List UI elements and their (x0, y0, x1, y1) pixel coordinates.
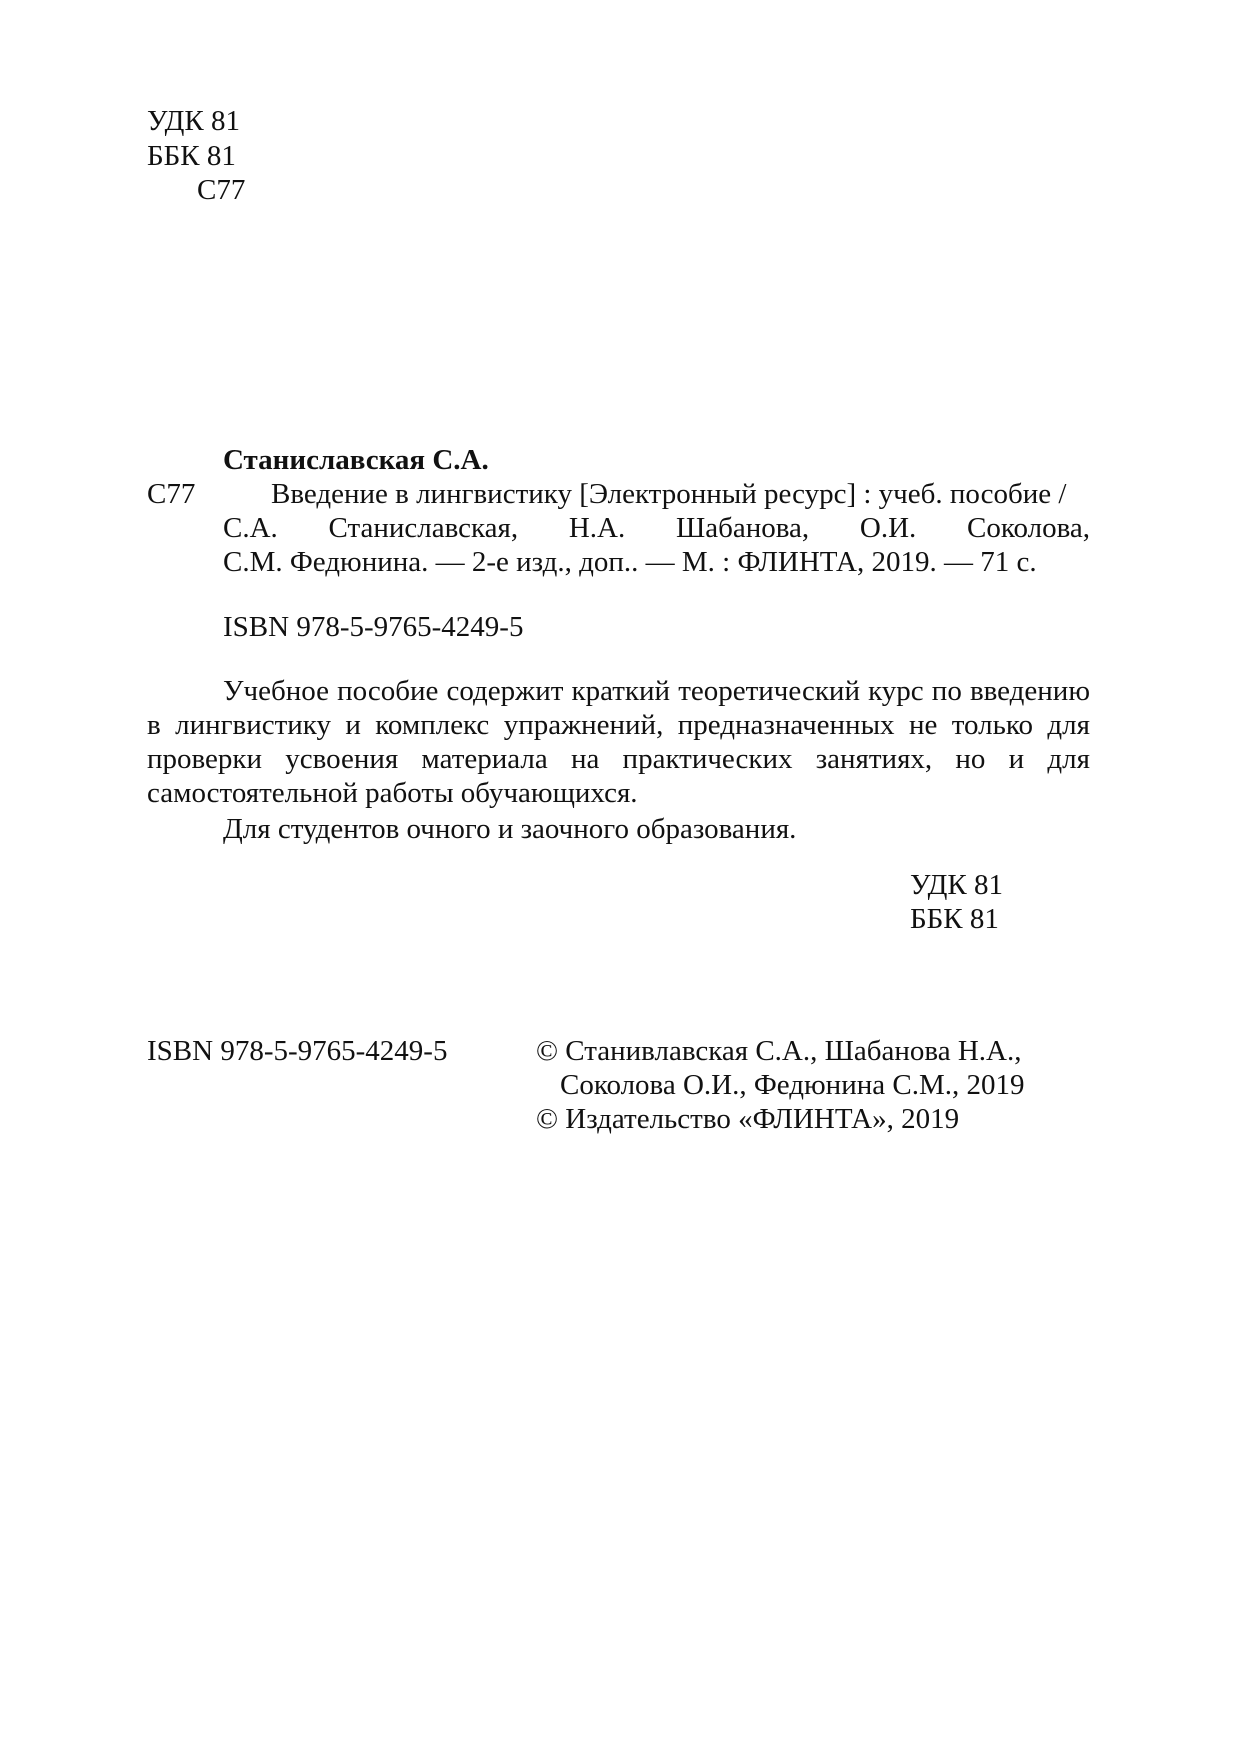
annotation-word: для (1047, 709, 1090, 741)
bib-word: О.И. (859, 512, 917, 544)
annotation-word: пособие (337, 675, 439, 707)
isbn-footer: ISBN 978-5-9765-4249-5 (147, 1035, 448, 1067)
annotation-word: комплекс (375, 709, 490, 741)
annotation-line-2 (147, 708, 1090, 742)
bib-word: С.А. (223, 512, 278, 544)
annotation-word: курс (868, 675, 924, 707)
annotation-word: по (931, 675, 962, 707)
annotation-line-3 (147, 742, 1090, 776)
annotation-word: Учебное (223, 675, 329, 707)
copyright-authors-line-2: Соколова О.И., Федюнина С.М., 2019 (560, 1069, 1025, 1101)
annotation-word: и (1008, 743, 1025, 775)
copyright-publisher: © Издательство «ФЛИНТА», 2019 (536, 1103, 960, 1135)
annotation-word: краткий (571, 675, 671, 707)
annotation-word: и (345, 709, 361, 741)
annotation-word: для (1047, 743, 1090, 775)
author-mark-top: С77 (197, 174, 246, 206)
bib-word: Станиславская, (328, 512, 519, 544)
audience-note: Для студентов очного и заочного образования. (223, 813, 797, 845)
annotation-word: проверки (147, 743, 263, 775)
bib-description-line-3: С.М. Федюнина. — 2-е изд., доп.. — М. : ФЛИНТА, 2019. — 71 с. (223, 546, 1037, 578)
annotation-word: лингвистику (175, 709, 331, 741)
bib-description-line-2 (223, 511, 1090, 545)
copyright-authors-line-1: © Станивлавская С.А., Шабанова Н.А., (536, 1035, 1022, 1067)
annotation-word: только (951, 709, 1033, 741)
annotation-word: практических (622, 743, 793, 775)
annotation-word: в (147, 709, 161, 741)
annotation-word: материала (421, 743, 548, 775)
bib-word: Шабанова, (675, 512, 810, 544)
author-heading: Станиславская С.А. (223, 444, 489, 476)
annotation-word: занятиях, (815, 743, 933, 775)
annotation-word: предназначенных (677, 709, 895, 741)
bbk-code-top: ББК 81 (147, 140, 236, 172)
annotation-word: теоретический (678, 675, 860, 707)
author-mark-side: С77 (147, 478, 196, 510)
annotation-line-4: самостоятельной работы обучающихся. (147, 777, 638, 809)
annotation-paragraph (147, 674, 1090, 810)
annotation-word: усвоения (285, 743, 399, 775)
isbn-record: ISBN 978-5-9765-4249-5 (223, 611, 524, 643)
annotation-word: не (908, 709, 938, 741)
udk-code-right: УДК 81 (910, 869, 1003, 901)
udk-code-top: УДК 81 (147, 105, 240, 137)
bib-word: Соколова, (967, 512, 1090, 544)
annotation-word: содержит (446, 675, 564, 707)
annotation-word: введению (969, 675, 1090, 707)
annotation-word: упражнений, (503, 709, 664, 741)
annotation-word: но (955, 743, 986, 775)
bbk-code-right: ББК 81 (910, 903, 999, 935)
bib-description-line-1: Введение в лингвистику [Электронный ресурс] : учеб. пособие / (271, 478, 1067, 510)
annotation-line-1 (147, 674, 1090, 708)
bib-word: Н.А. (568, 512, 626, 544)
annotation-word: на (570, 743, 600, 775)
